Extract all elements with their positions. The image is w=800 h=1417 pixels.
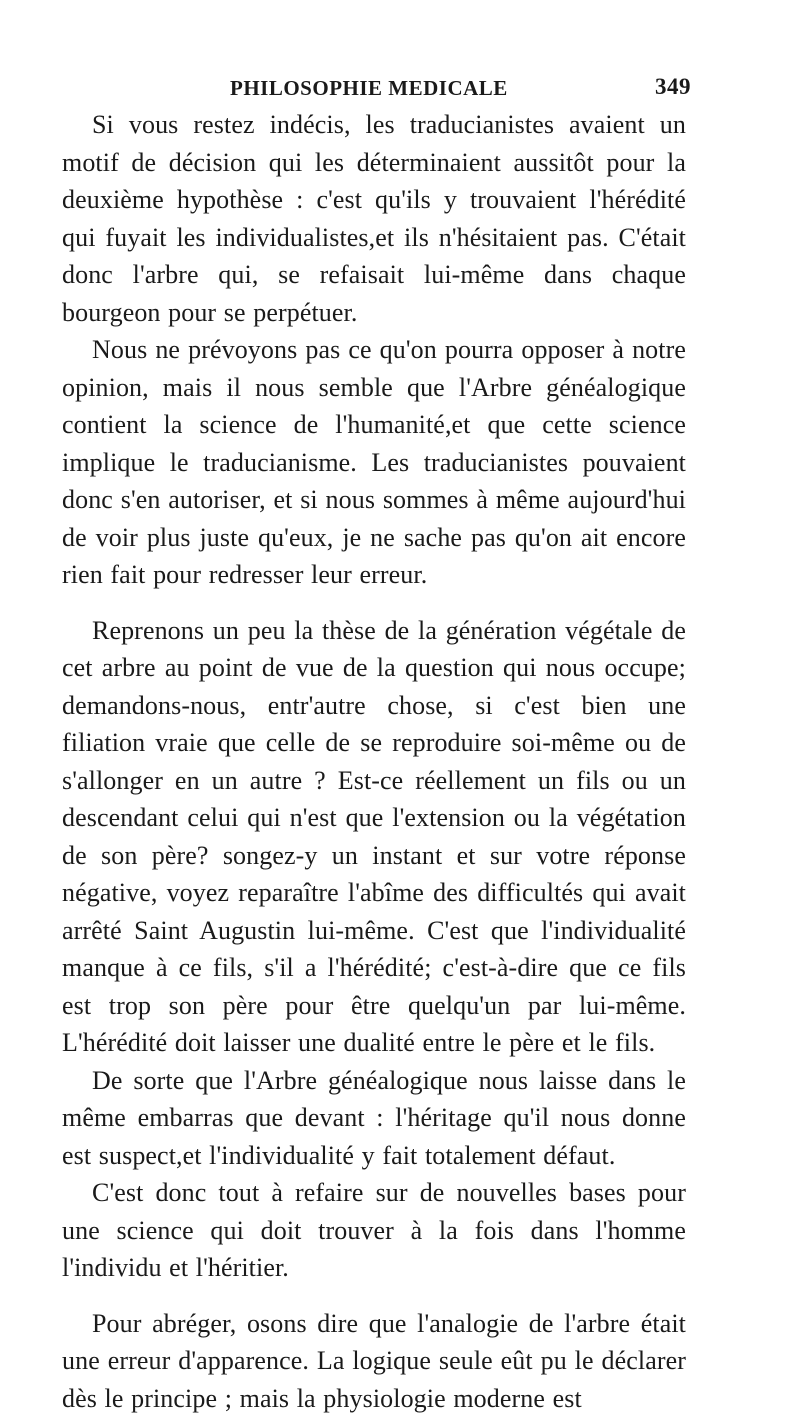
page-body [62, 106, 686, 1417]
paragraph: Pour abréger, osons dire que l'analogie de l'arbre était une erreur d'apparence. La logique seule eût pu le déclarer dès le principe ; mais la physiologie moderne est [62, 1305, 686, 1417]
running-title: PHILOSOPHIE MEDICALE [230, 76, 508, 101]
paragraph: C'est donc tout à refaire sur de nouvelles bases pour une science qui doit trouver à la fois dans l'homme l'individu et l'héritier. [62, 1174, 686, 1287]
page-header [62, 72, 686, 106]
paragraph: Si vous restez indécis, les traducianistes avaient un motif de décision qui les déterminaient aussitôt pour la deuxième hypothèse : c'est qu'ils y trouvaient l'hérédité qui fuyait les individualistes,et ils n'hésitaient pas. C'était donc l'arbre qui, se refaisait lui-même dans chaque bourgeon pour se perpétuer. [62, 106, 686, 331]
paragraph: De sorte que l'Arbre généalogique nous laisse dans le même embarras que devant : l'héritage qu'il nous donne est suspect,et l'individualité y fait totalement défaut. [62, 1062, 686, 1175]
paragraph: Nous ne prévoyons pas ce qu'on pourra opposer à notre opinion, mais il nous semble que l'Arbre généalogique contient la science de l'humanité,et que cette science implique le traducianisme. Les traducianistes pouvaient donc s'en autoriser, et si nous sommes à même aujourd'hui de voir plus juste qu'eux, je ne sache pas qu'on ait encore rien fait pour redresser leur erreur. [62, 331, 686, 594]
page-number: 349 [655, 74, 691, 100]
paragraph: Reprenons un peu la thèse de la génération végétale de cet arbre au point de vue de la question qui nous occupe; demandons-nous, entr'autre chose, si c'est bien une filiation vraie que celle de se reproduire soi-même ou de s'allonger en un autre ? Est-ce réellement un fils ou un descendant celui qui n'est que l'extension ou la végétation de son père? songez-y un instant et sur votre réponse négative, voyez reparaître l'abîme des difficultés qui avait arrêté Saint Augustin lui-même. C'est que l'individualité manque à ce fils, s'il a l'hérédité; c'est-à-dire que ce fils est trop son père pour être quelqu'un par lui-même. L'hérédité doit laisser une dualité entre le père et le fils. [62, 612, 686, 1062]
